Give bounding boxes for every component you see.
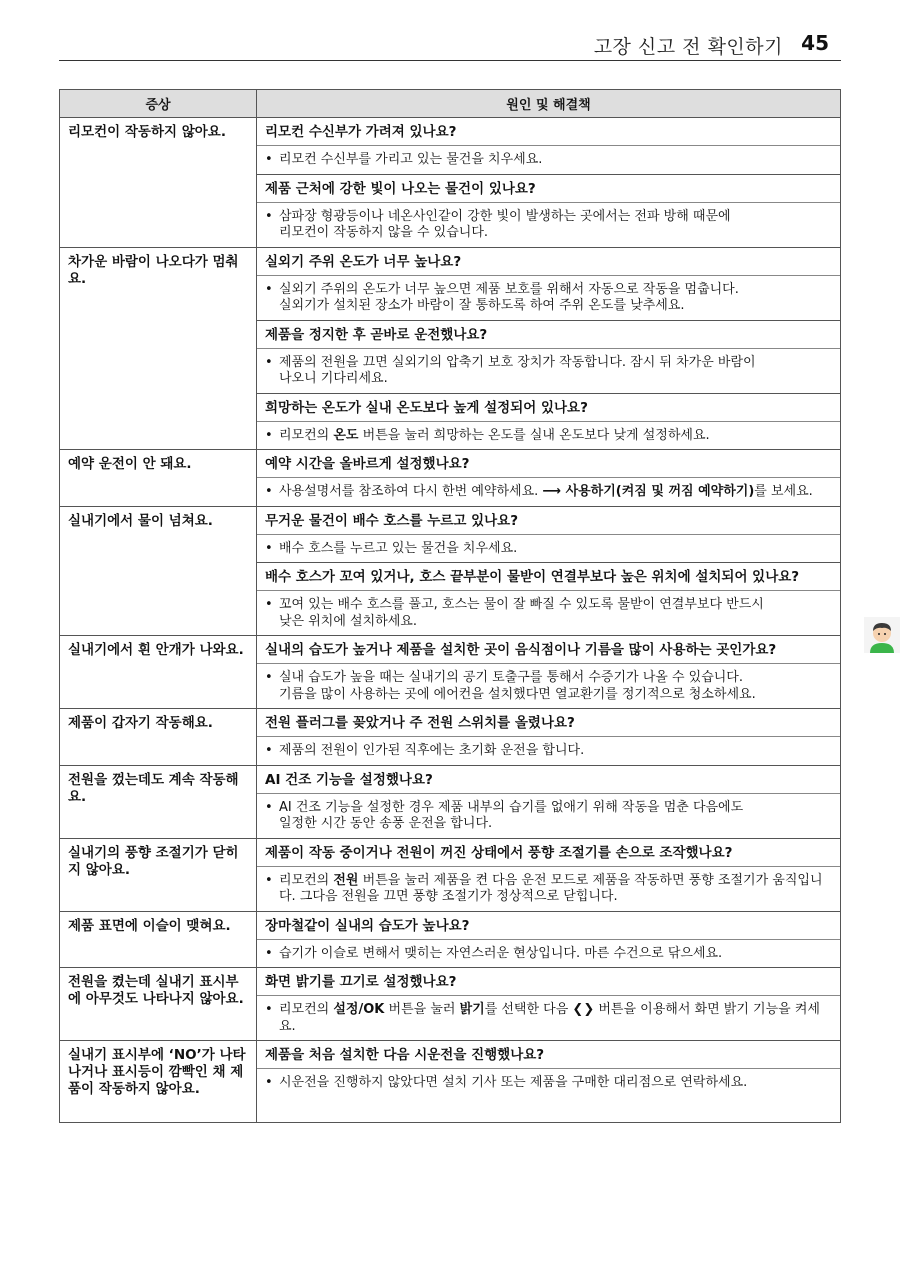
- solution-line: 나오니 기다리세요.: [279, 371, 388, 386]
- table-row: [60, 968, 841, 1041]
- solution-line: 삼파장 형광등이나 네온사인같이 강한 빛이 발생하는 곳에서는 전파 방해 때문에: [279, 208, 731, 224]
- solution-text-part: 버튼을 눌러 제품을 켠 다음 운전 모드로 제품을 작동하면 풍향 조절기가 움직입니다. 그다음 전원을 끄면 풍향 조절기가 정상적으로 닫힙니다.: [279, 872, 823, 904]
- cause-question: 장마철같이 실내의 습도가 높나요?: [257, 912, 840, 940]
- solution-line: 꼬여 있는 배수 호스를 풀고, 호스는 물이 잘 빠질 수 있도록 물받이 연결부보다 반드시: [279, 597, 764, 612]
- table-row: [60, 838, 841, 911]
- solution-line: 제품의 전원을 끄면 실외기의 압축기 보호 장치가 작동합니다. 잠시 뒤 차가운 바람이: [279, 354, 756, 370]
- solution-text: [257, 146, 840, 174]
- cause-block: [257, 766, 840, 838]
- cause-block: [257, 912, 840, 968]
- solution-text: [257, 664, 840, 708]
- solution-cell: [257, 636, 841, 709]
- cross-reference: ⟶ 사용하기(켜짐 및 꺼짐 예약하기): [542, 484, 755, 499]
- cause-block: [257, 709, 840, 765]
- solution-text-part: 를 보세요.: [754, 484, 813, 499]
- table-row: [60, 118, 841, 248]
- solution-text-part: 리모컨의: [279, 1002, 334, 1017]
- solution-line: 실내 습도가 높을 때는 실내기의 공기 토출구를 통해서 수증기가 나올 수 있습니다.: [279, 670, 744, 685]
- solution-cell: [257, 765, 841, 838]
- solution-cell: [257, 968, 841, 1041]
- table-row: [60, 636, 841, 709]
- solution-text: [257, 591, 840, 635]
- table-row: [60, 1041, 841, 1123]
- symptom-cell: 제품이 갑자기 작동해요.: [60, 709, 257, 766]
- solution-line: 시운전을 진행하지 않았다면 설치 기사 또는 제품을 구매한 대리점으로 연락하세요.: [279, 1075, 748, 1090]
- table-row: [60, 765, 841, 838]
- solution-line: 일정한 시간 동안 송풍 운전을 합니다.: [279, 816, 493, 831]
- solution-text-part: 사용설명서를 참조하여 다시 한번 예약하세요.: [279, 484, 543, 499]
- solution-text: [257, 867, 840, 911]
- solution-line: 리모컨이 작동하지 않을 수 있습니다.: [279, 225, 489, 240]
- solution-text: [257, 203, 840, 247]
- table-row: [60, 247, 841, 450]
- page-number: 45: [801, 31, 829, 55]
- cause-question: 희망하는 온도가 실내 온도보다 높게 설정되어 있나요?: [257, 394, 840, 422]
- column-header-solution: 원인 및 해결책: [257, 90, 841, 118]
- solution-text: [257, 737, 840, 765]
- solution-text: [257, 996, 840, 1040]
- solution-line: 실외기가 설치된 장소가 바람이 잘 통하도록 하여 주위 온도를 낮추세요.: [279, 298, 685, 313]
- solution-line: 제품의 전원이 인가된 직후에는 초기화 운전을 합니다.: [279, 743, 585, 758]
- solution-text-part: 버튼을 눌러: [384, 1002, 460, 1017]
- symptom-cell: 제품 표면에 이슬이 맺혀요.: [60, 911, 257, 968]
- cause-question: 실외기 주위 온도가 너무 높나요?: [257, 248, 840, 276]
- cause-block: [257, 393, 840, 450]
- symptom-cell: 차가운 바람이 나오다가 멈춰요.: [60, 247, 257, 450]
- page-header: [59, 28, 841, 61]
- cause-question: 제품이 작동 중이거나 전원이 꺼진 상태에서 풍향 조절기를 손으로 조작했나요?: [257, 839, 840, 867]
- cause-question: AI 건조 기능을 설정했나요?: [257, 766, 840, 794]
- button-name: 전원: [333, 872, 359, 888]
- solution-text: [257, 794, 840, 838]
- cause-block: [257, 118, 840, 174]
- solution-cell: [257, 450, 841, 507]
- solution-line: AI 건조 기능을 설정한 경우 제품 내부의 습기를 없애기 위해 작동을 멈춘 다음에도: [279, 799, 744, 815]
- cause-block: [257, 839, 840, 911]
- table-row: [60, 450, 841, 507]
- cause-block: [257, 507, 840, 563]
- cause-block: [257, 248, 840, 320]
- solution-text: [257, 422, 840, 450]
- solution-line: 리모컨 수신부를 가리고 있는 물건을 치우세요.: [279, 152, 543, 167]
- cause-question: 전원 플러그를 꽂았거나 주 전원 스위치를 올렸나요?: [257, 709, 840, 737]
- cause-question: 화면 밝기를 끄기로 설정했나요?: [257, 968, 840, 996]
- cause-block: [257, 562, 840, 635]
- troubleshooting-table: [59, 89, 841, 1123]
- section-title: 고장 신고 전 확인하기: [593, 36, 783, 58]
- solution-text-part: 리모컨의: [279, 427, 334, 443]
- mascot-icon: [864, 617, 900, 653]
- symptom-cell: 실내기 표시부에 ‘NO’가 나타나거나 표시등이 깜빡인 채 제품이 작동하지 않아요.: [60, 1041, 257, 1123]
- table-row: [60, 709, 841, 766]
- symptom-cell: 예약 운전이 안 돼요.: [60, 450, 257, 507]
- solution-text: [257, 478, 840, 506]
- solution-text: [257, 276, 840, 320]
- cause-block: [257, 320, 840, 393]
- symptom-cell: 전원을 켰는데 실내기 표시부에 아무것도 나타나지 않아요.: [60, 968, 257, 1041]
- symptom-cell: 실내기의 풍향 조절기가 닫히지 않아요.: [60, 838, 257, 911]
- solution-cell: [257, 506, 841, 636]
- solution-text: [257, 1069, 840, 1122]
- table-row: [60, 911, 841, 968]
- button-name: 설정/OK: [333, 1002, 385, 1017]
- solution-cell: [257, 911, 841, 968]
- solution-text: [257, 940, 840, 968]
- table-header-row: [60, 90, 841, 118]
- solution-text-part: 버튼을 눌러 희망하는 온도를 실내 온도보다 낮게 설정하세요.: [358, 427, 710, 443]
- cause-question: 제품을 처음 설치한 다음 시운전을 진행했나요?: [257, 1041, 840, 1069]
- cause-question: 제품을 정지한 후 곧바로 운전했나요?: [257, 321, 840, 349]
- menu-name: 밝기: [459, 1002, 485, 1017]
- solution-text-part: 리모컨의: [279, 872, 334, 888]
- cause-question: 배수 호스가 꼬여 있거나, 호스 끝부분이 물받이 연결부보다 높은 위치에 설치되어 있나요?: [257, 563, 840, 591]
- symptom-cell: 실내기에서 물이 넘쳐요.: [60, 506, 257, 636]
- symptom-cell: 리모컨이 작동하지 않아요.: [60, 118, 257, 248]
- symptom-cell: 실내기에서 흰 안개가 나와요.: [60, 636, 257, 709]
- cause-block: [257, 174, 840, 247]
- table-row: [60, 506, 841, 636]
- solution-line: 습기가 이슬로 변해서 맺히는 자연스러운 현상입니다. 마른 수건으로 닦으세요.: [279, 945, 723, 961]
- cause-question: 무거운 물건이 배수 호스를 누르고 있나요?: [257, 507, 840, 535]
- cause-question: 제품 근처에 강한 빛이 나오는 물건이 있나요?: [257, 175, 840, 203]
- solution-text: [257, 535, 840, 563]
- cause-block: [257, 1041, 840, 1122]
- cause-question: 예약 시간을 올바르게 설정했나요?: [257, 450, 840, 478]
- column-header-symptom: 증상: [60, 90, 257, 118]
- button-name: 온도: [333, 427, 359, 443]
- solution-line: 배수 호스를 누르고 있는 물건을 치우세요.: [279, 540, 518, 556]
- cause-block: [257, 636, 840, 708]
- solution-cell: [257, 247, 841, 450]
- solution-line: 실외기 주위의 온도가 너무 높으면 제품 보호를 위해서 자동으로 작동을 멈춥니다.: [279, 281, 739, 297]
- cause-block: [257, 450, 840, 506]
- solution-cell: [257, 709, 841, 766]
- cause-question: 실내의 습도가 높거나 제품을 설치한 곳이 음식점이나 기름을 많이 사용하는 곳인가요?: [257, 636, 840, 664]
- solution-line: 낮은 위치에 설치하세요.: [279, 613, 417, 629]
- cause-block: [257, 968, 840, 1040]
- symptom-cell: 전원을 껐는데도 계속 작동해요.: [60, 765, 257, 838]
- solution-cell: [257, 838, 841, 911]
- solution-text-part: 를 선택한 다음 ❮❯ 버튼을 이용해서 화면 밝기 기능을 켜세요.: [279, 1002, 820, 1034]
- cause-question: 리모컨 수신부가 가려져 있나요?: [257, 118, 840, 146]
- solution-cell: [257, 1041, 841, 1123]
- solution-text: [257, 349, 840, 393]
- solution-line: 기름을 많이 사용하는 곳에 에어컨을 설치했다면 열교환기를 정기적으로 청소하세요.: [279, 686, 756, 702]
- solution-cell: [257, 118, 841, 248]
